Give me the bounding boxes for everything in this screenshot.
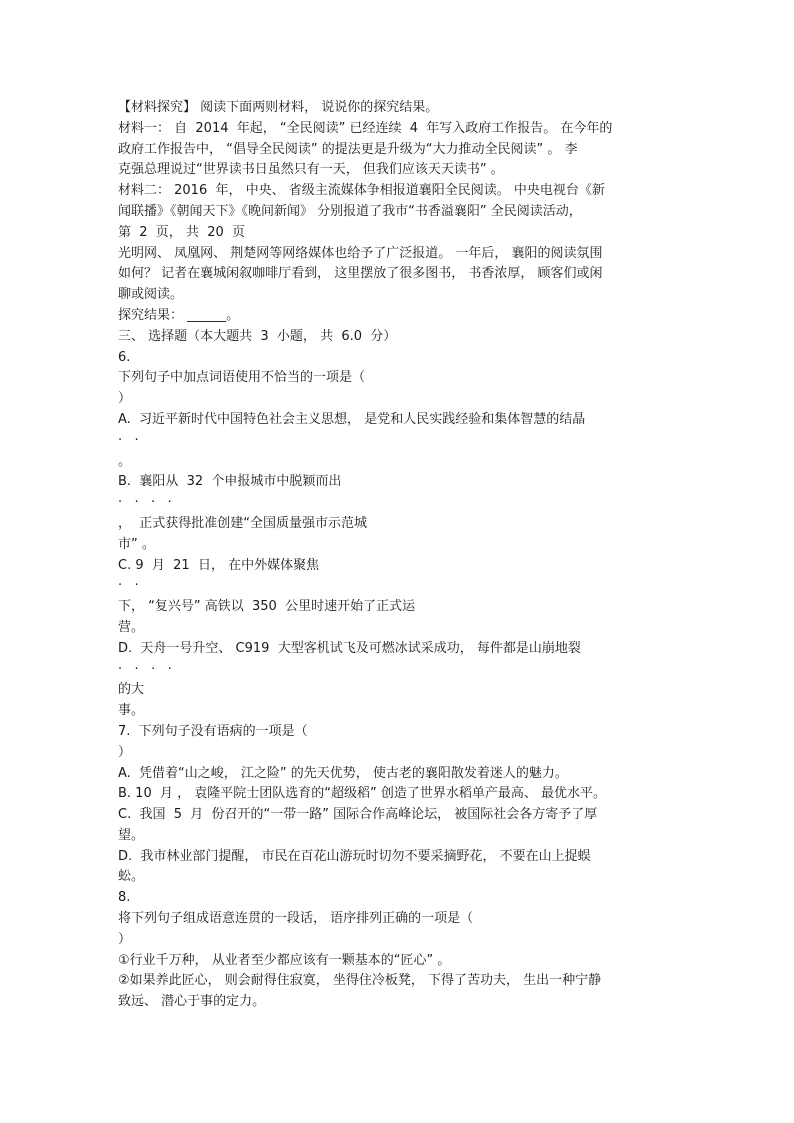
text-line: 聊或阅读。: [118, 287, 184, 303]
question-stem: 7. 下列句子没有语病的一项是（: [118, 723, 308, 739]
sentence-1: ①行业千万种， 从业者至少都应该有一颗基本的“匠心” 。: [118, 952, 451, 968]
text-line: 下， “复兴号” 高铁以 350 公里时速开始了正式运: [118, 599, 416, 615]
emphasis-dots: · ·: [118, 578, 139, 594]
text-line: ， 正式获得批准创建“全国质量强市示范城: [118, 515, 367, 531]
text-line: 如何？ 记者在襄城闲叙咖啡厅看到， 这里摆放了很多图书， 书香浓厚， 顾客们或闲: [118, 266, 603, 282]
text-line: 望。: [118, 827, 145, 843]
answer-blank: 探究结果： ______。: [118, 307, 240, 323]
text-line: 营。: [118, 619, 145, 635]
text-line: 材料一： 自 2014 年起， “全民阅读” 已经连续 4 年写入政府工作报告。 在今年的: [118, 120, 613, 136]
emphasis-dots: · · · ·: [118, 661, 172, 677]
text-line: 闻联播》《朝闻天下》《晚间新闻》 分别报道了我市“书香溢襄阳” 全民阅读活动，: [118, 203, 582, 219]
option-d: D. 天舟一号升空、 C919 大型客机试飞及可燃冰试采成功， 每件都是山崩地裂: [118, 640, 581, 656]
section-heading: 三、 选择题（本大题共 3 小题， 共 6.0 分）: [118, 328, 397, 344]
heading-material-inquiry: 【材料探究】 阅读下面两则材料， 说说你的探究结果。: [118, 100, 439, 115]
option-d: D. 我市林业部门提醒， 市民在百花山游玩时切勿不要采摘野花， 不要在山上捉蜈: [118, 848, 591, 864]
question-bracket: ）: [118, 391, 132, 407]
text-line: 政府工作报告中， “倡导全民阅读” 的提法更是升级为“大力推动全民阅读” 。 李: [118, 141, 578, 157]
question-stem: 下列句子中加点词语使用不恰当的一项是（: [118, 370, 366, 386]
page-number: 第 2 页， 共 20 页: [118, 224, 246, 240]
emphasis-dots: · · · ·: [118, 495, 172, 511]
option-b: B. 10 月 ， 袁隆平院士团队选育的“超级稻” 创造了世界水稻单产最高、 最优水平。: [118, 786, 606, 802]
question-number: 6.: [118, 349, 131, 365]
text-line: 事。: [118, 703, 145, 719]
text-line: 克强总理说过“世界读书日虽然只有一天， 但我们应该天天读书” 。: [118, 162, 504, 178]
text-line: 蚣。: [118, 869, 145, 885]
document-body: [118, 98, 678, 1013]
text-line: 市” 。: [118, 536, 155, 552]
text-line: 光明网、 凤凰网、 荆楚网等网络媒体也给予了广泛报道。 一年后， 襄阳的阅读氛围: [118, 245, 603, 261]
option-c: C. 9 月 21 日， 在中外媒体聚焦: [118, 557, 320, 573]
option-a: A. 凭借着“山之峻， 江之险” 的先天优势， 使古老的襄阳散发着迷人的魅力。: [118, 765, 568, 781]
text-line: 。: [118, 453, 132, 469]
option-c: C. 我国 5 月 份召开的“一带一路” 国际合作高峰论坛， 被国际社会各方寄予了厚: [118, 807, 598, 823]
sentence-2: ②如果养此匠心， 则会耐得住寂寞， 坐得住冷板凳， 下得了苦功夫， 生出一种宁静: [118, 973, 602, 989]
text-line: 致远、 潜心于事的定力。: [118, 994, 266, 1010]
question-bracket: ）: [118, 931, 132, 947]
emphasis-dots: · ·: [118, 432, 139, 448]
option-a: A. 习近平新时代中国特色社会主义思想， 是党和人民实践经验和集体智慧的结晶: [118, 411, 586, 427]
text-line: 材料二： 2016 年， 中央、 省级主流媒体争相报道襄阳全民阅读。 中央电视台《新: [118, 183, 605, 199]
question-bracket: ）: [118, 744, 132, 760]
question-stem: 将下列句子组成语意连贯的一段话， 语序排列正确的一项是（: [118, 911, 474, 927]
option-b: B. 襄阳从 32 个申报城市中脱颖而出: [118, 474, 342, 490]
text-line: 的大: [118, 682, 145, 698]
question-number: 8.: [118, 890, 131, 906]
